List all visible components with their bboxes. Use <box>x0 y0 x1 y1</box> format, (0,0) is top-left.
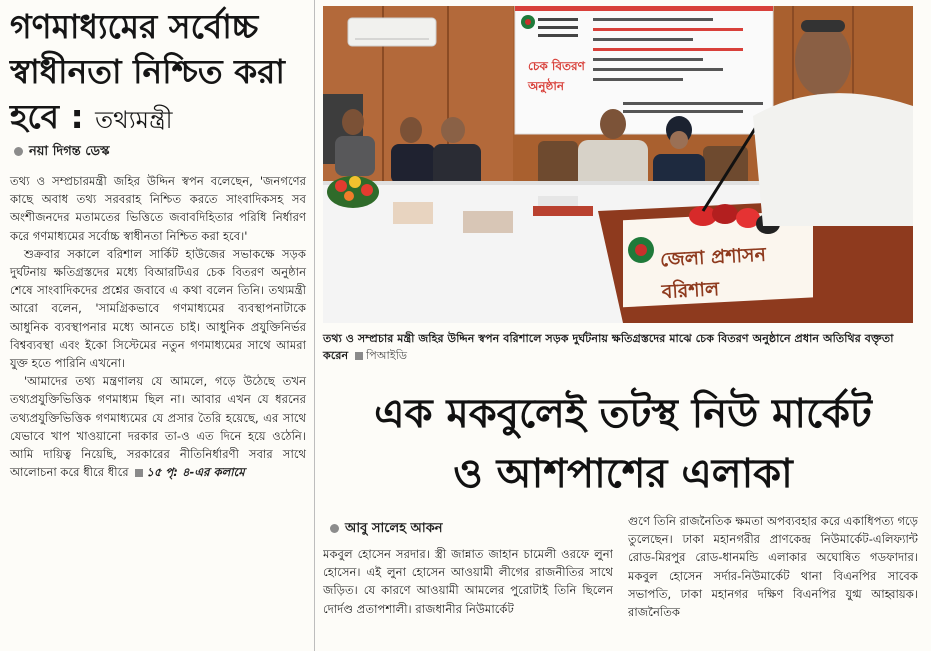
left-headline-suffix: তথ্যমন্ত্রী <box>95 106 173 134</box>
jump-link[interactable]: ১৫ পৃ: ৪-এর কলামে <box>146 465 245 480</box>
left-byline-text: নয়া দিগন্ত ডেস্ক <box>29 144 110 159</box>
caption-text: তথ্য ও সম্প্রচার মন্ত্রী জহির উদ্দিন স্বপন বরিশালে সড়ক দুর্ঘটনায় ক্ষতিগ্রস্তদের মাঝে চেক বিতরণ অনুষ্ঠানে প্রধান অতিথির বক্তৃতা করেন <box>323 332 894 362</box>
right-article-col1: মকবুল হোসেন সরদার। স্ত্রী জান্নাত জাহান চামেলী ওরফে লুনা হোসেন। এই লুনা হোসেন আওয়ামী লীগের রাজনীতির সাথে জড়িত। যে কারণে আওয়ামী আমলের পুরোটাই তিনি ছিলেন দোর্দণ্ড প্রতাপশালী। রাজধানীর নিউমার্কেট <box>323 547 613 616</box>
right-byline <box>330 519 443 540</box>
caption-marker-icon <box>355 352 363 360</box>
right-byline-bullet-icon <box>330 524 339 533</box>
left-headline-text: গণমাধ্যমের সর্বোচ্চ স্বাধীনতা নিশ্চিত করা হবে : <box>10 7 285 136</box>
left-paragraph-3-text: 'আমাদের তথ্য মন্ত্রণালয় যে আমলে, গড়ে উঠেছে তখন তথ্যপ্রযুক্তিভিত্তিক গণমাধ্যম ছিল না। আবার এখন যে ধরনের তথ্যপ্রযুক্তিভিত্তিক গণমাধ্যমের যে প্রসার তৈরি হয়েছে, এর সাথে যেভাবে খাপ খাওয়ানো দরকার তা-ও এত দিনে হয়ে ওঠেনি। আমি দায়িত্ব নিয়েছি, সরকারের নীতিনির্ধারণী সবার সাথে আলোচনা করে ধীরে ধীরে <box>10 374 306 480</box>
photo-credit: পিআইডি <box>366 348 408 362</box>
main-headline <box>323 384 923 504</box>
left-paragraph-3 <box>10 372 306 481</box>
main-headline-line2: ও আশপাশের এলাকা <box>453 451 793 497</box>
photo-illustration <box>323 6 913 323</box>
right-article-col2: গুণে তিনি রাজনৈতিক ক্ষমতা অপব্যবহার করে একাধিপত্য গড়ে তুলেছেন। ঢাকা মহানগরীর প্রাণকেন্দ্র নিউমার্কেট-এলিফ্যান্ট রোড-মিরপুর রোড-ধানমন্ডি এলাকার অঘোষিত গডফাদার। মকবুল হোসেন সর্দার-নিউমার্কেট থানা বিএনপির সাবেক সভাপতি, ঢাকা মহানগর দক্ষিণ বিএনপির যুগ্ম আহ্বায়ক। রাজনৈতিক <box>628 514 918 620</box>
jump-marker-icon <box>135 469 143 477</box>
main-headline-line1: এক মকবুলেই তটস্থ নিউ মার্কেট <box>374 391 872 437</box>
right-byline-text: আবু সালেহ আকন <box>345 521 443 536</box>
banner-title: চেক বিতরণ অনুষ্ঠান <box>528 59 585 93</box>
news-photo <box>323 6 913 323</box>
byline-bullet-icon <box>14 147 23 156</box>
column-divider <box>314 0 315 651</box>
left-headline <box>10 4 310 143</box>
podium-text: জেলা প্রশাসন বরিশাল <box>659 243 767 304</box>
photo-caption <box>323 331 918 364</box>
left-paragraph-2: শুক্রবার সকালে বরিশাল সার্কিট হাউজের সভাকক্ষে সড়ক দুর্ঘটনায় ক্ষতিগ্রস্তদের মধ্যে বিআরটিএর চেক বিতরণ অনুষ্ঠান শেষে সাংবাদিকদের প্রশ্নের জবাবে এ কথা বলেন তিনি। তথ্যমন্ত্রী আরো বলেন, 'সামগ্রিকভাবে গণমাধ্যমের ব্যবস্থাপনাটাকে আধুনিক ব্যবস্থাপনার মধ্যে আনতে চাই। আধুনিক প্রযুক্তিনির্ভর বিশ্বব্যবস্থা এবং ইকো সিস্টেমের নতুন গণমাধ্যমের সাথে আমরা যুক্ত হতে পারিনি এখনো। <box>10 246 306 371</box>
left-paragraph-1: তথ্য ও সম্প্রচারমন্ত্রী জহির উদ্দিন স্বপন বলেছেন, 'জনগণের কাছে অবাধ তথ্য সরবরাহ নিশ্চিত করতে সাংবাদিকসহ সব অংশীজনদের মতামতের ভিত্তিতে জবাবদিহিতার পরিধি নির্ধারণ করে গণমাধ্যমের সর্বোচ্চ স্বাধীনতা নিশ্চিত করা হবে।' <box>10 174 306 243</box>
left-article-body <box>10 172 306 481</box>
left-byline <box>14 142 109 163</box>
